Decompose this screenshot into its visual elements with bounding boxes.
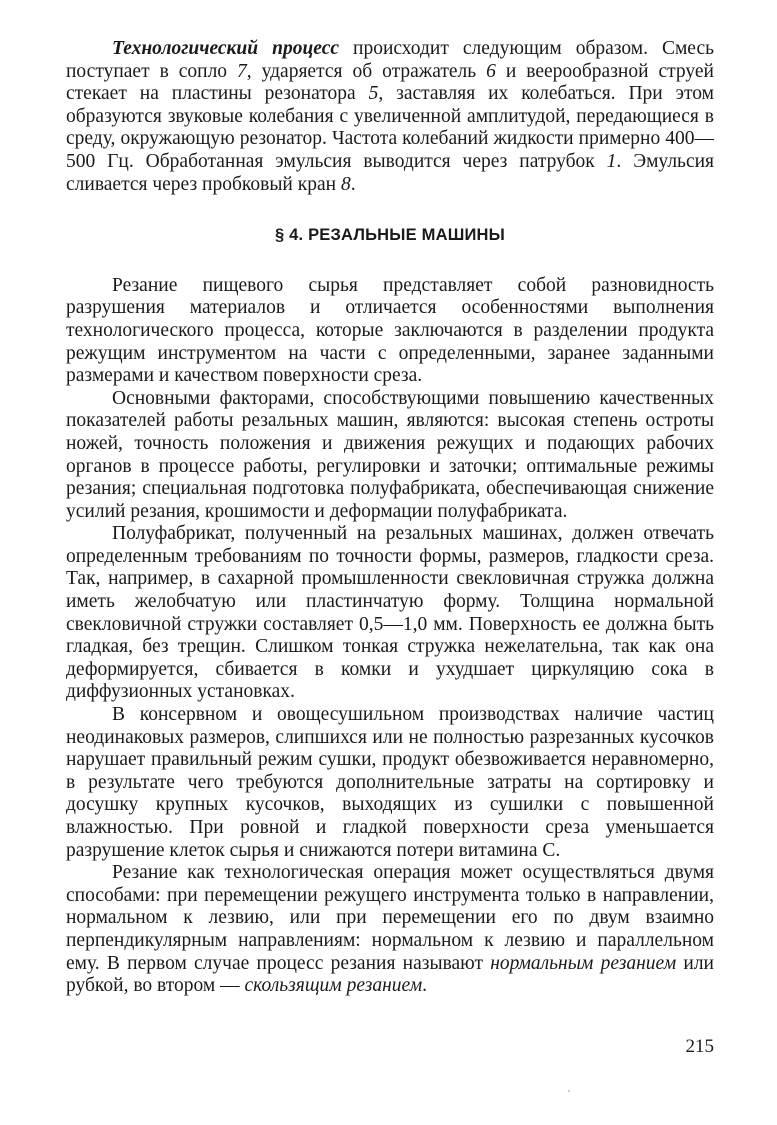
ref-nozzle: 7 — [237, 60, 247, 82]
paragraph-semi-product-requirements: Полуфабрикат, полученный на резальных машинах, должен отвечать определенным требованиям по точности формы, размеров, гладкости среза. Так, например, в сахарной промышленности свекловичная стружка должна иметь желобчатую или пластинчатую форму. Толщина нормальной свекловичной стружки составляет 0,5—1,0 мм. Поверхность ее должна быть гладкая, без трещин. Слишком тонкая стружка нежелательна, так как она деформируется, сбивается в комки и ухудшает циркуляцию сока в диффузионных установках. — [66, 523, 714, 703]
paragraph-canning-drying: В консервном и овощесушильном производствах наличие частиц неодинаковых размеров, слипшихся или не полностью разрезанных кусочков нарушает правильный режим сушки, продукт обезвоживается неравномерно, в результате чего требуются дополнительные затраты на сортировку и досушку крупных кусочков, выходящих из сушилки с повышенной влажностью. При ровной и гладкой поверхности среза уменьшается разрушение клеток сырья и снижаются потери витамина С. — [66, 704, 714, 861]
page-number: 215 — [685, 1036, 714, 1057]
methods-text-3: . — [422, 975, 428, 997]
term-sliding-cutting: скользящим резанием — [244, 975, 423, 997]
intro-text-3: и веерообразной струей стекает на пластины резонатора — [66, 60, 714, 105]
methods-text-2: или рубкой, во втором — — [66, 952, 714, 997]
intro-text-5: . Эмульсия сливается через пробковый кран — [66, 150, 714, 195]
document-page — [66, 38, 714, 998]
intro-text-4: , заставляя их колебаться. При этом образуются звуковые колебания с увеличенной амплитудой, передающиеся в среду, окружающую резонатор. Частота колебаний жидкости примерно 400—500 Гц. Обработанная эмульсия выводится через патрубок — [66, 83, 714, 172]
paragraph-cutting-methods — [66, 862, 714, 998]
intro-text-1: происходит следующим образом. Смесь поступает в сопло — [66, 38, 714, 82]
paragraph-cutting-definition: Резание пищевого сырья представляет собой разновидность разрушения материалов и отличается особенностями выполнения технологического процесса, которые заключаются в разделении продукта режущим инструментом на части с определенными, заранее заданными размерами и качеством поверхности среза. — [66, 274, 714, 387]
intro-text-2: , ударяется об отражатель — [246, 60, 487, 82]
scan-speck — [568, 1090, 570, 1092]
paragraph-quality-factors: Основными факторами, способствующими повышению качественных показателей работы резальных машин, являются: высокая степень остроты ножей, точность положения и движения режущих и подающих рабочих органов в процессе работы, регулировки и заточки; оптимальные режимы резания; специальная подготовка полуфабриката, обеспечивающая снижение усилий резания, крошимости и деформации полуфабриката. — [66, 387, 714, 522]
ref-resonator: 5 — [368, 83, 379, 105]
ref-reflector: 6 — [486, 60, 496, 82]
section-heading: § 4. РЕЗАЛЬНЫЕ МАШИНЫ — [274, 226, 506, 245]
intro-text-6: . — [350, 173, 356, 195]
ref-pipe: 1 — [606, 150, 617, 172]
term-technological-process: Технологический процесс — [112, 38, 340, 59]
methods-text-1: Резание как технологическая операция может осуществляться двумя способами: при перемещении режущего инструмента только в направлении, нормальном к лезвию, или при перемещении его по двум взаимно перпендикулярным направлениям: нормальном к лезвию и параллельном ему. В первом случае процесс резания называют — [66, 862, 714, 974]
intro-paragraph — [66, 38, 714, 196]
term-normal-cutting: нормальным резанием — [490, 952, 677, 974]
ref-valve: 8 — [340, 173, 351, 195]
